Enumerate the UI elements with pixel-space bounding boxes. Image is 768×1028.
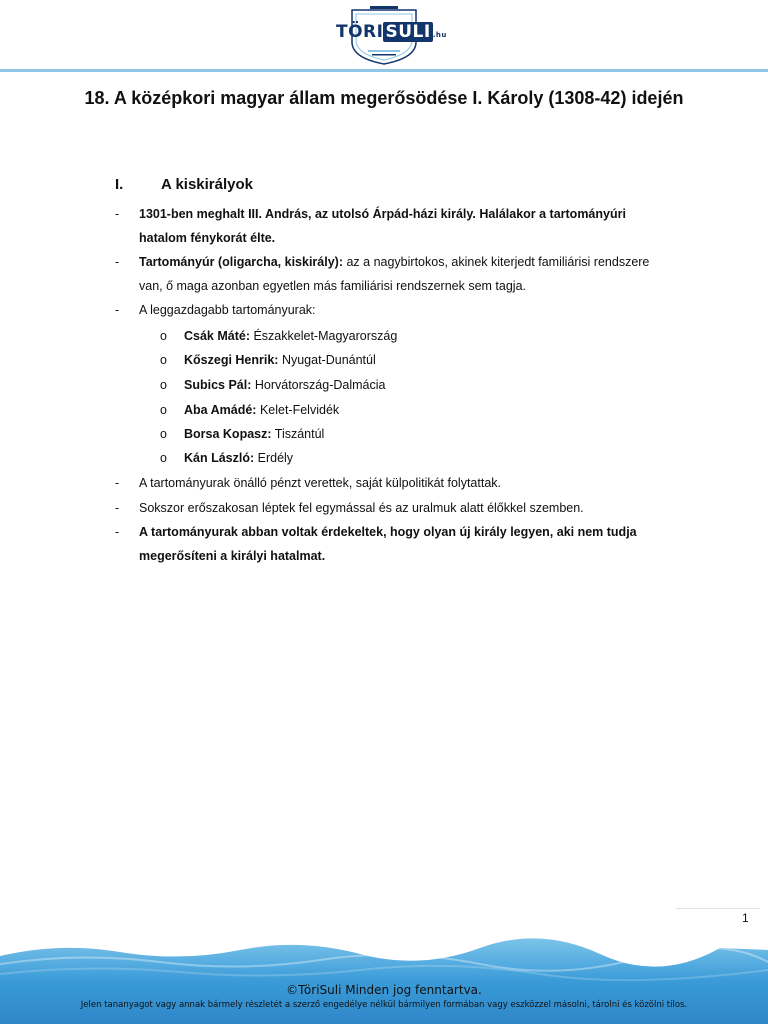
bullet-dash: - (115, 255, 120, 269)
lord-region: Erdély (254, 451, 294, 465)
page-footer (0, 938, 768, 1024)
bullet-dash: - (115, 207, 120, 221)
item-text: A tartományurak önálló pénzt verettek, saját külpolitikát folytattak. (139, 476, 501, 490)
sub-bullet: o (160, 403, 167, 417)
lord-region: Nyugat-Dunántúl (278, 353, 376, 367)
item-text: A leggazdagabb tartományurak: (139, 303, 316, 317)
sub-bullet: o (160, 329, 167, 343)
section-heading (115, 176, 253, 193)
bullet-dash: - (115, 501, 120, 515)
sub-bullet: o (160, 451, 167, 465)
lord-name: Aba Amádé: (184, 403, 257, 417)
lord-region: Tiszántúl (271, 427, 325, 441)
section-number: I. (115, 176, 124, 193)
torisuli-logo (332, 2, 447, 66)
sub-list-item (160, 398, 339, 422)
sub-list-item (160, 324, 397, 348)
item-definition: az a nagybirtokos, akinek kiterjedt familiárisi rendszere van, ő maga azonban egyetlen más familiárisi rendszernek sem tagja. (139, 255, 650, 293)
lord-name: Kán László: (184, 451, 255, 465)
lord-name: Subics Pál: (184, 378, 252, 392)
lord-name: Csák Máté: (184, 329, 250, 343)
rights-notice: Jelen tananyagot vagy annak bármely részletét a szerző engedélye nélkül bármilyen formában vagy eszközzel másolni, tárolni és közölni tilos. (80, 1000, 688, 1010)
copyright-notice: ©TöriSuli Minden jog fenntartva. (286, 983, 482, 997)
lord-region: Horvátország-Dalmácia (251, 378, 386, 392)
lord-region: Kelet-Felvidék (256, 403, 340, 417)
page-number-divider (676, 908, 760, 909)
item-text-bold: 1301-ben meghalt III. András, az utolsó Árpád-házi király. Halálakor a tartományúri hatalom fénykorát élte. (139, 207, 626, 245)
header-divider (0, 69, 768, 72)
lord-region: Északkelet-Magyarország (250, 329, 398, 343)
footer-text (0, 982, 768, 1012)
page-number: 1 (742, 911, 749, 925)
sub-list-item (160, 422, 324, 446)
sub-bullet: o (160, 353, 167, 367)
section-title: A kiskirályok (161, 176, 253, 193)
bullet-dash: - (115, 476, 120, 490)
sub-list-item (160, 348, 376, 372)
lord-name: Kőszegi Henrik: (184, 353, 279, 367)
sub-list-item (160, 373, 385, 397)
item-term: Tartományúr (oligarcha, kiskirály): (139, 255, 343, 269)
bullet-dash: - (115, 525, 120, 539)
sub-bullet: o (160, 427, 167, 441)
bullet-dash: - (115, 303, 120, 317)
item-text: Sokszor erőszakosan léptek fel egymással és az uralmuk alatt élőkkel szemben. (139, 501, 584, 515)
lord-name: Borsa Kopasz: (184, 427, 272, 441)
item-text: A tartományurak abban voltak érdekeltek, hogy olyan új király legyen, aki nem tudja megerősíteni a királyi hatalmat. (139, 525, 637, 563)
document-title: 18. A középkori magyar állam megerősödése I. Károly (1308-42) idején (84, 88, 684, 108)
sub-bullet: o (160, 378, 167, 392)
sub-list-item (160, 446, 293, 470)
page-header (0, 0, 768, 78)
logo-wordmark: TÖRI SULI .hu (336, 22, 447, 42)
